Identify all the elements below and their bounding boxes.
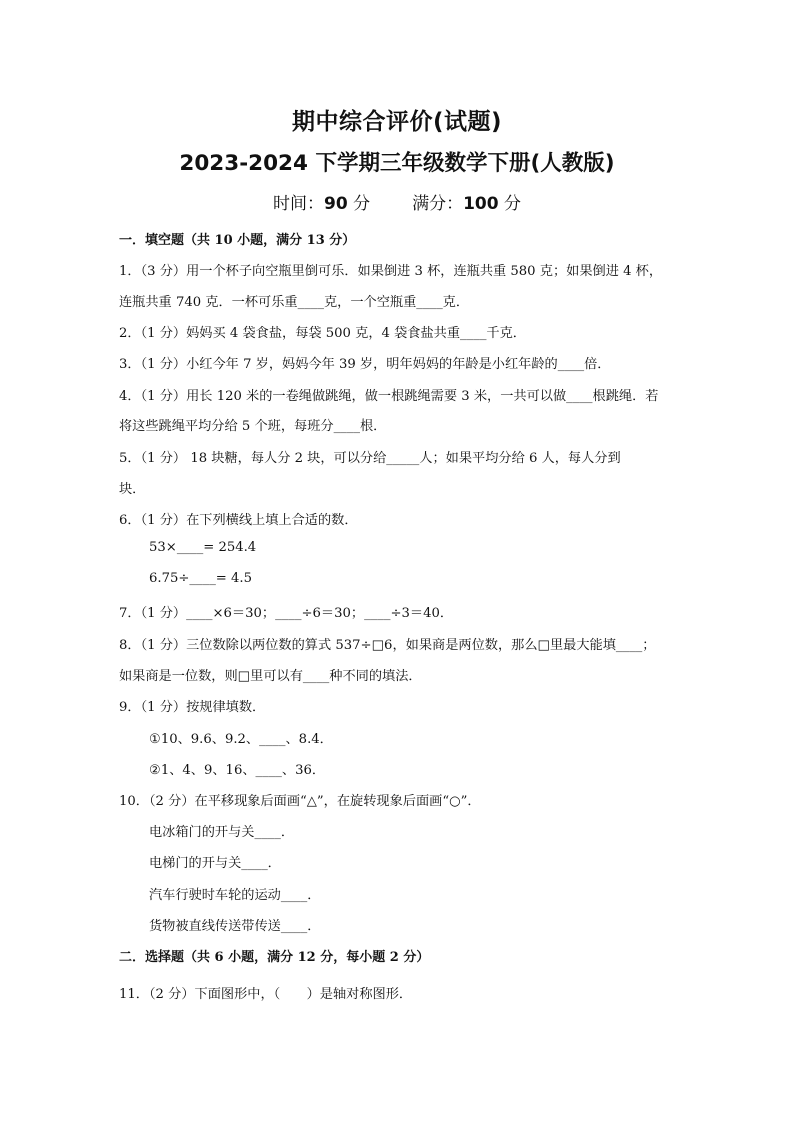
question-6-item-2: 6.75÷____= 4.5 [149,571,253,586]
score-value: 100 [463,194,499,214]
question-8-line-1: 8．（1 分）三位数除以两位数的算式 537÷□6，如果商是两位数，那么□里最大能填____； [119,638,656,653]
time-unit: 分 [347,194,371,214]
exam-subtitle: 2023-2024 下学期三年级数学下册(人教版) [179,151,615,176]
question-9-item-2: ②1、4、9、16、____、36． [149,763,326,778]
question-11: 11．（2 分）下面图形中，（ ）是轴对称图形． [119,987,413,1002]
question-10-item-1: 电冰箱门的开与关____． [149,825,295,840]
question-5-line-2: 块． [119,482,146,497]
question-10-item-3: 汽车行驶时车轮的运动____． [149,888,321,903]
question-7: 7．（1 分）____×6＝30；____÷6＝30；____÷3＝40． [119,606,454,621]
question-6: 6．（1 分）在下列横线上填上合适的数． [119,513,358,528]
score-unit: 分 [498,194,521,214]
question-1-line-1: 1．（3 分）用一个杯子向空瓶里倒可乐．如果倒进 3 杯，连瓶共重 580 克；如果倒进 4 杯， [119,264,663,279]
section-choice-heading: 二．选择题（共 6 小题，满分 12 分，每小题 2 分） [119,950,430,965]
question-2: 2．（1 分）妈妈买 4 袋食盐，每袋 500 克，4 袋食盐共重____千克． [119,326,526,341]
question-1-line-2: 连瓶共重 740 克．一杯可乐重____克，一个空瓶重____克． [119,295,470,310]
section-fill-heading: 一．填空题（共 10 小题，满分 13 分） [119,233,356,248]
question-6-item-1: 53×____= 254.4 [149,540,257,555]
question-4-line-1: 4．（1 分）用长 120 米的一卷绳做跳绳，做一根跳绳需要 3 米，一共可以做____根跳绳．若 [119,389,659,404]
exam-meta [0,189,794,214]
question-9: 9．（1 分）按规律填数． [119,700,266,715]
question-8-line-2: 如果商是一位数，则□里可以有____种不同的填法． [119,669,422,684]
question-10-item-2: 电梯门的开与关____． [149,856,281,871]
score-label: 满分： [412,194,464,214]
question-4-line-2: 将这些跳绳平均分给 5 个班，每班分____根． [119,419,387,434]
question-10: 10．（2 分）在平移现象后面画“△”，在旋转现象后面画“○”． [119,794,481,809]
time-value: 90 [324,194,348,214]
question-3: 3．（1 分）小红今年 7 岁，妈妈今年 39 岁，明年妈妈的年龄是小红年龄的____倍． [119,357,611,372]
question-9-item-1: ①10、9.6、9.2、____、8.4． [149,732,333,747]
time-label: 时间： [273,194,324,214]
question-10-item-4: 货物被直线传送带传送____． [149,919,321,934]
exam-title: 期中综合评价(试题) [291,109,503,135]
question-5-line-1: 5．（1 分） 18 块糖，每人分 2 块，可以分给_____人；如果平均分给 6 人，每人分到 [119,451,621,466]
